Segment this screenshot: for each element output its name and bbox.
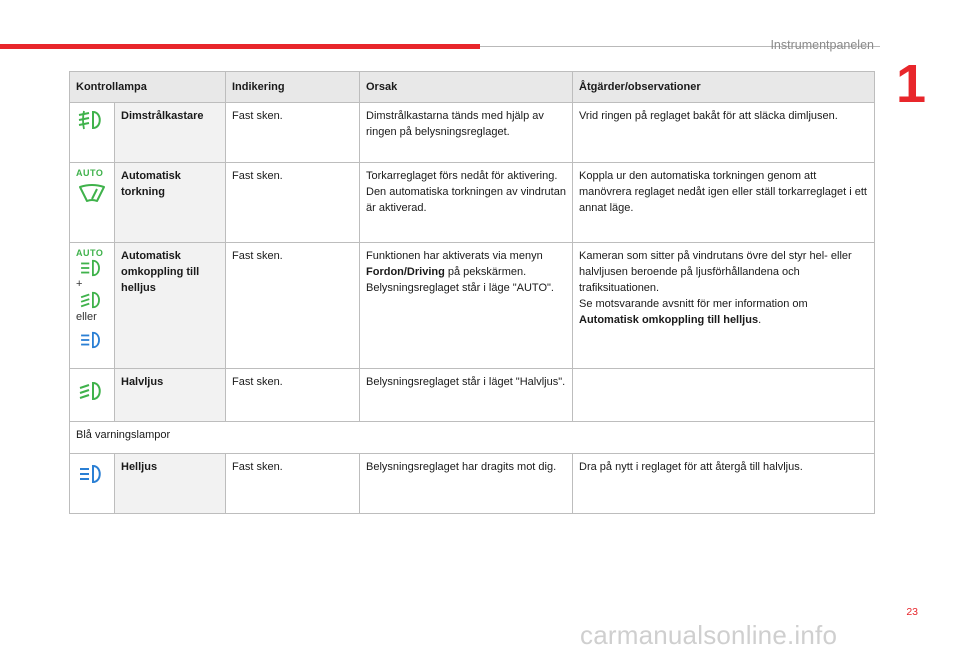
icon-cell (70, 369, 115, 422)
warning-lamp-table (69, 71, 875, 514)
atgard-line: Kameran som sitter på vindrutans övre del styr hel- eller halvljusen beroende på ljusförhållandena och trafiksituationen. (579, 250, 852, 294)
orsak-cell: Belysningsreglaget har dragits mot dig. (360, 454, 573, 514)
watermark: carmanualsonline.info (580, 620, 838, 650)
lamp-name: Halvljus (115, 369, 226, 422)
orsak-cell: Dimstrålkastarna tänds med hjälp av ringen på belysningsreglaget. (360, 103, 573, 163)
indikering-cell: Fast sken. (226, 369, 360, 422)
icon-cell (70, 243, 115, 369)
orsak-line: Den automatiska torkningen av vindrutan är aktiverad. (366, 186, 566, 214)
orsak-cell (360, 163, 573, 243)
auto-wiper-icon (77, 181, 107, 205)
auto-label: AUTO (76, 168, 104, 178)
indikering-cell: Fast sken. (226, 243, 360, 369)
atgard-text: Se motsvarande avsnitt för mer information om (579, 298, 808, 310)
table-row (70, 243, 875, 369)
low-beam-icon (77, 380, 107, 402)
table-note-row (70, 422, 875, 454)
lamp-name: Automatisk torkning (115, 163, 226, 243)
indikering-cell: Fast sken. (226, 103, 360, 163)
eller-label: eller (76, 311, 97, 323)
section-reference: Automatisk omkoppling till helljus (579, 314, 759, 326)
icon-cell (70, 103, 115, 163)
atgard-cell: Vrid ringen på reglaget bakåt för att släcka dimljusen. (573, 103, 875, 163)
col-header-atgarder: Åtgärder/observationer (573, 72, 875, 103)
indikering-cell: Fast sken. (226, 163, 360, 243)
auto-high-beam-icon (78, 258, 106, 278)
orsak-text: på pekskärmen. (444, 266, 527, 278)
table-row (70, 454, 875, 514)
atgard-cell: Koppla ur den automatiska torkningen genom att manövrera reglaget nedåt igen eller ställ torkarreglaget i ett annat läge. (573, 163, 875, 243)
atgard-cell (573, 243, 875, 369)
col-header-orsak: Orsak (360, 72, 573, 103)
header-accent-bar (0, 44, 480, 49)
plus-sign: + (76, 278, 83, 290)
lamp-name: Automatisk omkoppling till helljus (115, 243, 226, 369)
lamp-name: Dimstrålkastare (115, 103, 226, 163)
orsak-text: Funktionen har aktiverats via menyn (366, 250, 543, 262)
atgard-cell: Dra på nytt i reglaget för att återgå till halvljus. (573, 454, 875, 514)
menu-name: Fordon/Driving (366, 266, 445, 278)
icon-cell (70, 163, 115, 243)
table-row (70, 369, 875, 422)
lamp-name: Helljus (115, 454, 226, 514)
low-beam-icon (78, 290, 106, 310)
indikering-cell: Fast sken. (226, 454, 360, 514)
high-beam-icon (77, 463, 107, 485)
orsak-cell: Belysningsreglaget står i läget "Halvljus". (360, 369, 573, 422)
table-row (70, 163, 875, 243)
orsak-line: Torkarreglaget förs nedåt för aktivering. (366, 170, 558, 182)
table-row (70, 103, 875, 163)
atgard-cell (573, 369, 875, 422)
fog-lamp-icon (77, 108, 107, 132)
col-header-indikering: Indikering (226, 72, 360, 103)
table-header-row (70, 72, 875, 103)
section-title: Instrumentpanelen (770, 38, 874, 52)
atgard-text: . (758, 314, 762, 326)
atgard-line (579, 296, 868, 328)
auto-label: AUTO (76, 248, 104, 258)
col-header-kontrollampa: Kontrollampa (70, 72, 226, 103)
blue-lamps-heading: Blå varningslampor (70, 422, 875, 454)
orsak-line (366, 248, 566, 280)
page-number: 23 (906, 606, 918, 618)
orsak-cell (360, 243, 573, 369)
icon-cell (70, 454, 115, 514)
orsak-line: Belysningsreglaget står i läge "AUTO". (366, 282, 554, 294)
chapter-number: 1 (896, 54, 927, 114)
high-beam-icon (77, 330, 107, 350)
